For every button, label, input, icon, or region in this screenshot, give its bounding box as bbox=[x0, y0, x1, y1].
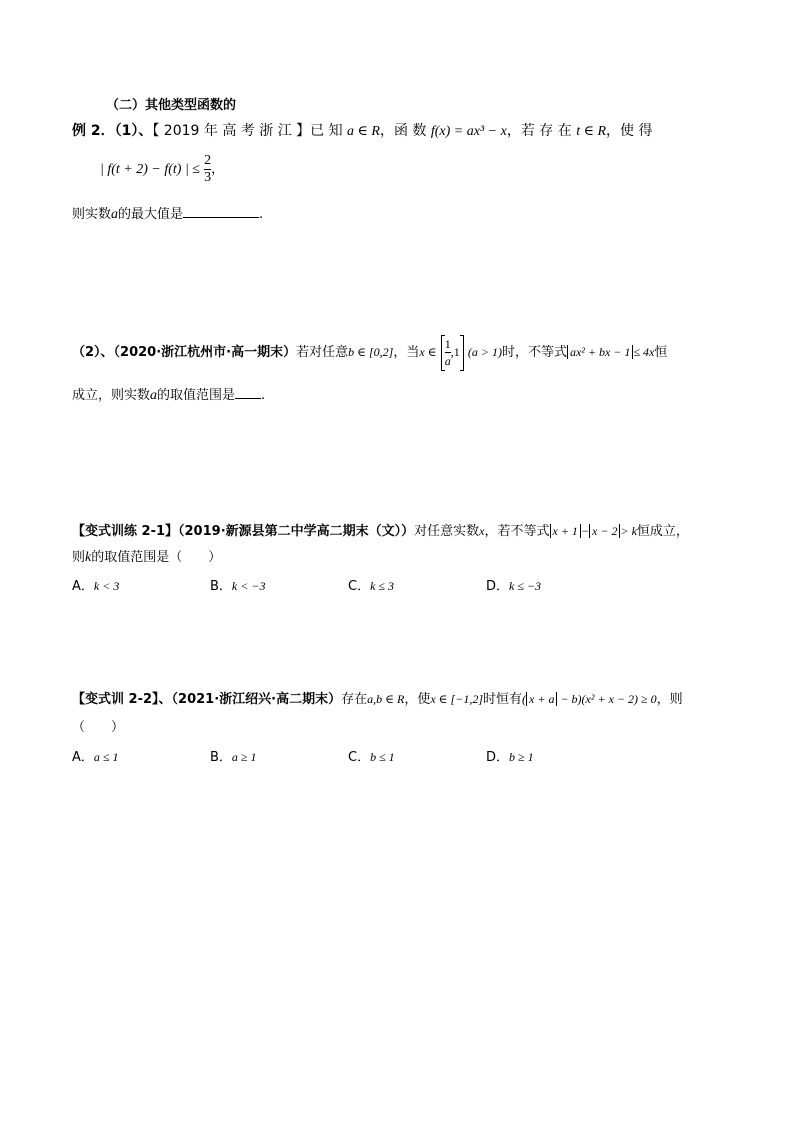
example2b-label: （2）、 bbox=[72, 345, 114, 360]
variant1-var-x: x bbox=[479, 524, 485, 538]
example2-text4: ，使 得 bbox=[606, 123, 653, 139]
variant1-text3: 恒成立， bbox=[636, 524, 689, 539]
example2-line2 bbox=[100, 152, 224, 188]
option-value: a ≤ 1 bbox=[93, 750, 119, 764]
option-letter: A． bbox=[72, 750, 94, 765]
variant1-option-c[interactable] bbox=[348, 576, 394, 597]
line2-prefix: 则 bbox=[72, 550, 86, 565]
option-value: a ≥ 1 bbox=[231, 750, 257, 764]
question-prefix: 则实数 bbox=[72, 207, 112, 222]
example2b-text1: 若对任意 bbox=[296, 345, 349, 360]
fraction-denominator: a bbox=[444, 354, 451, 368]
example2-text2: ，函 数 bbox=[379, 123, 427, 139]
variant1-minus: − bbox=[580, 524, 590, 538]
option-value: b ≥ 1 bbox=[509, 750, 534, 764]
variant1-option-b[interactable] bbox=[210, 576, 265, 597]
fraction-numerator: 1 bbox=[444, 337, 451, 351]
example2b-ineq: ax² + bx − 1 bbox=[567, 345, 633, 359]
option-value: b ≤ 1 bbox=[370, 750, 395, 764]
example2-source: 【 2019 年 高 考 浙 江 】 bbox=[152, 123, 311, 139]
option-letter: C． bbox=[348, 750, 371, 765]
option-value: k < −3 bbox=[231, 579, 266, 593]
example2-line1 bbox=[72, 121, 652, 142]
option-letter: D． bbox=[486, 579, 510, 594]
example2b-text4: 恒 bbox=[654, 345, 668, 360]
variant1-option-a[interactable] bbox=[72, 576, 119, 597]
variant2-line1 bbox=[72, 689, 683, 710]
line2-var: a bbox=[150, 388, 158, 403]
variant1-line1 bbox=[72, 521, 689, 542]
fraction-numerator: 2 bbox=[204, 153, 212, 168]
variant2-expr-mid: − b)(x² + x − 2) ≥ 0 bbox=[557, 692, 657, 706]
option-letter: D． bbox=[486, 750, 510, 765]
line2-end: . bbox=[261, 388, 266, 403]
example2-label: 例 2．（1）、 bbox=[72, 123, 153, 139]
variant1-option-d[interactable] bbox=[486, 576, 541, 597]
right-bracket bbox=[460, 335, 464, 371]
example2-ineq-end: ， bbox=[211, 162, 225, 177]
example2-question bbox=[72, 203, 263, 225]
option-letter: B． bbox=[210, 750, 232, 765]
example2-text1: 已 知 bbox=[310, 123, 343, 139]
variant2-option-c[interactable] bbox=[348, 747, 395, 768]
fraction-denominator: 3 bbox=[204, 170, 212, 185]
variant2-option-a[interactable] bbox=[72, 747, 119, 768]
example2b-a-cond: (a > 1) bbox=[467, 345, 502, 359]
example2-func: f(x) = ax³ − x bbox=[430, 124, 507, 139]
interval-end: ,1 bbox=[450, 345, 460, 359]
variant2-cond-x: x ∈ [−1,2] bbox=[430, 692, 483, 706]
example2b-cond-b: b ∈ [0,2] bbox=[348, 345, 394, 359]
variant2-text4: ，则 bbox=[656, 692, 683, 707]
example2-ineq-left: | f(t + 2) − f(t) | ≤ bbox=[100, 162, 200, 177]
option-value: k ≤ −3 bbox=[509, 579, 542, 593]
example2b-text3: 时，不等式 bbox=[501, 345, 567, 360]
example2b-ineq-right: ≤ 4x bbox=[633, 345, 655, 359]
option-value: k < 3 bbox=[93, 579, 120, 593]
example2b-source: （2020·浙江杭州市·高一期末） bbox=[113, 345, 297, 360]
line2-var: k bbox=[85, 550, 92, 565]
variant2-source: （2021·浙江绍兴·高二期末） bbox=[171, 692, 342, 707]
variant2-option-b[interactable] bbox=[210, 747, 257, 768]
example2b-text2: ，当 bbox=[393, 345, 420, 360]
variant2-option-d[interactable] bbox=[486, 747, 534, 768]
option-letter: B． bbox=[210, 579, 232, 594]
variant1-line2 bbox=[72, 548, 221, 568]
question-suffix: 的最大值是 bbox=[118, 207, 184, 222]
section-title: （二）其他类型函数的 bbox=[106, 98, 237, 113]
line2-prefix: 成立，则实数 bbox=[72, 388, 151, 403]
question-var: a bbox=[111, 207, 119, 222]
option-letter: C． bbox=[348, 579, 371, 594]
question-end: . bbox=[259, 207, 264, 222]
option-value: k ≤ 3 bbox=[370, 579, 394, 593]
example2b-x-in: x ∈ bbox=[419, 345, 437, 359]
example2b-line2 bbox=[72, 384, 265, 406]
variant2-abs-inner: x + a bbox=[526, 692, 557, 706]
answer-blank[interactable] bbox=[183, 203, 259, 218]
answer-blank[interactable] bbox=[235, 384, 261, 399]
variant1-abs2: x − 2 bbox=[589, 524, 620, 538]
variant1-text2: ，若不等式 bbox=[484, 524, 550, 539]
variant2-expr-open: ( bbox=[522, 692, 527, 706]
example2-cond-a: a ∈ R bbox=[347, 124, 380, 139]
variant1-abs1: x + 1 bbox=[550, 524, 581, 538]
variant2-text1: 存在 bbox=[341, 692, 368, 707]
line2-suffix: 的取值范围是 bbox=[157, 388, 236, 403]
example2b-line1 bbox=[72, 334, 667, 371]
line2-suffix: 的取值范围是（ ） bbox=[91, 550, 222, 565]
variant2-text3: 时恒有 bbox=[483, 692, 523, 707]
example2-cond-t: t ∈ R bbox=[576, 124, 606, 139]
variant1-gt-k: > k bbox=[620, 524, 637, 538]
variant2-cond-ab: a,b ∈ R bbox=[367, 692, 405, 706]
variant1-text1: 对任意实数 bbox=[414, 524, 480, 539]
variant1-label: 【变式训练 2-1】 bbox=[72, 524, 179, 539]
variant2-label: 【变式训 2-2】 bbox=[72, 692, 159, 707]
variant2-line2: （ ） bbox=[72, 720, 125, 735]
variant2-label2: 、 bbox=[158, 692, 172, 707]
variant2-text2: ，使 bbox=[404, 692, 431, 707]
option-letter: A． bbox=[72, 579, 94, 594]
variant1-source: （2019·新源县第二中学高二期末（文）） bbox=[178, 524, 415, 539]
example2-text3: ，若 存 在 bbox=[506, 123, 572, 139]
